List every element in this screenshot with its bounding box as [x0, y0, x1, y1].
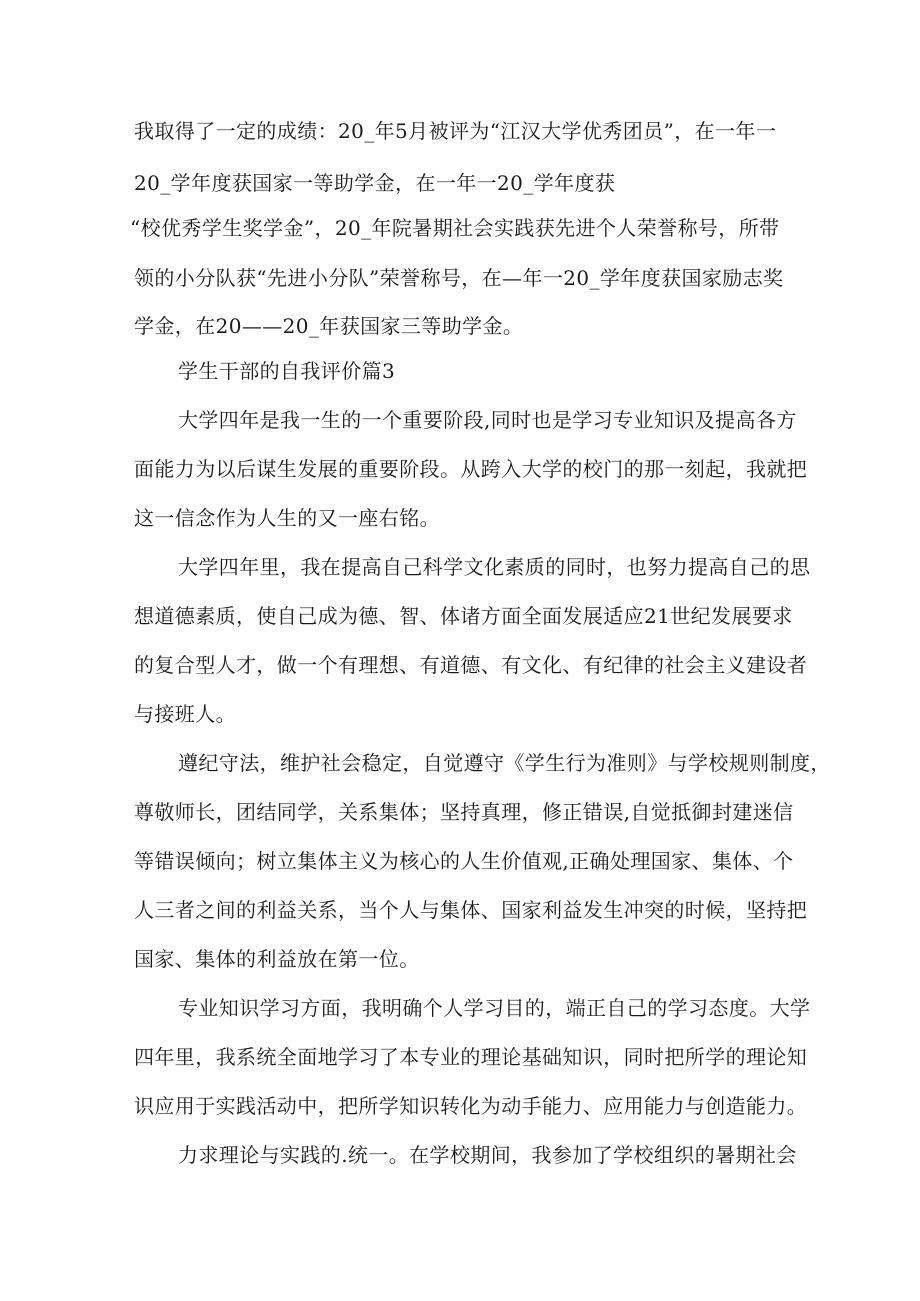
text-line: 等错误倾向；树立集体主义为核心的人生价值观,正确处理国家、集体、个	[134, 849, 794, 873]
text-line: 想道德素质，使自己成为德、智、体诸方面全面发展适应21世纪发展要求	[134, 604, 793, 628]
text-line: 大学四年是我一生的一个重要阶段,同时也是学习专业知识及提高各方	[178, 408, 797, 432]
text-line: 这一信念作为人生的又一座右铭。	[134, 506, 440, 530]
text-line: 专业知识学习方面，我明确个人学习目的，端正自己的学习态度。大学	[178, 996, 811, 1020]
text-line: “校优秀学生奖学金”，20_年院暑期社会实践获先进个人荣誉称号，所带	[130, 216, 780, 240]
text-line: 领的小分队获“先进小分队”荣誉称号，在—年一20_学年度获国家励志奖	[134, 266, 784, 290]
text-line: 遵纪守法，维护社会稳定，自觉遵守《学生行为准则》与学校规则制度，	[178, 751, 831, 775]
text-line: 与接班人。	[134, 702, 236, 726]
text-line: 学金，在20——20_年获国家三等助学金。	[134, 314, 524, 338]
text-line: 人三者之间的利益关系，当个人与集体、国家利益发生冲突的时候，坚持把	[134, 898, 808, 922]
text-line: 尊敬师长，团结同学，关系集体；坚持真理，修正错误,自觉抵御封建迷信	[134, 800, 794, 824]
section-heading: 学生干部的自我评价篇3	[178, 359, 396, 383]
text-line: 20_学年度获国家一等助学金，在一年一20_学年度获	[134, 171, 616, 195]
text-line: 面能力为以后谋生发展的重要阶段。从跨入大学的校门的那一刻起，我就把	[134, 457, 808, 481]
text-line: 大学四年里，我在提高自己科学文化素质的同时，也努力提高自己的思	[178, 555, 811, 579]
text-line: 我取得了一定的成绩：20_年5月被评为“江汉大学优秀团员”，在一年一	[134, 119, 777, 143]
text-line: 的复合型人才，做一个有理想、有道德、有文化、有纪律的社会主义建设者	[134, 653, 808, 677]
text-line: 国家、集体的利益放在第一位。	[134, 947, 420, 971]
text-line: 四年里，我系统全面地学习了本专业的理论基础知识，同时把所学的理论知	[134, 1045, 808, 1069]
text-line: 力求理论与实践的.统一。在学校期间，我参加了学校组织的暑期社会	[178, 1143, 797, 1167]
text-line: 识应用于实践活动中，把所学知识转化为动手能力、应用能力与创造能力。	[134, 1094, 808, 1118]
